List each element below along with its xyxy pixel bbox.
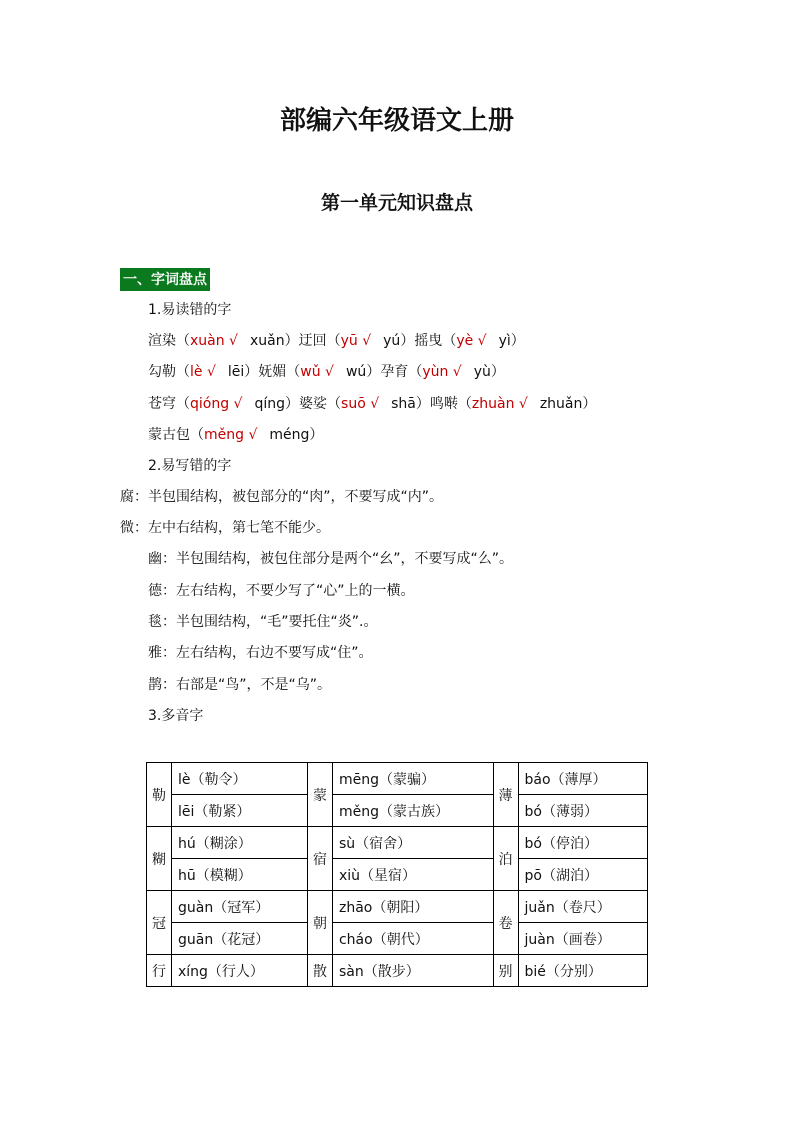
correct-pinyin: suō √ xyxy=(341,396,380,412)
paren-open: （ xyxy=(176,396,190,412)
miswrite-item: 毯：半包围结构，“毛”要托住“炎”.。 xyxy=(148,614,378,630)
misread-word: 迂回 xyxy=(298,333,327,349)
miswrite-item: 微：左中右结构，第七笔不能少。 xyxy=(120,520,330,536)
polyphone-reading: sù（宿舍） xyxy=(332,827,493,859)
table-row xyxy=(147,955,648,987)
polyphone-reading: hú（糊涂） xyxy=(172,827,308,859)
polyphone-char: 薄 xyxy=(493,763,518,827)
misread-row xyxy=(148,362,505,382)
misread-row xyxy=(148,394,596,414)
paren-open: （ xyxy=(327,396,342,412)
misread-word: 勾勒 xyxy=(148,364,176,380)
page-title: 部编六年级语文上册 xyxy=(279,106,514,136)
polyphone-table xyxy=(146,762,648,987)
misread-word: 孕育 xyxy=(380,364,409,380)
polyphone-reading: lè（勒令） xyxy=(172,763,308,795)
paren-open: （ xyxy=(442,333,457,349)
polyphone-char: 冠 xyxy=(147,891,172,955)
polyphone-reading: bó（停泊） xyxy=(518,827,648,859)
paren-open: （ xyxy=(408,364,423,380)
correct-pinyin: yū √ xyxy=(340,333,372,349)
polyphone-reading: guàn（冠军） xyxy=(172,891,308,923)
table-row xyxy=(147,795,648,827)
polyphone-char: 泊 xyxy=(493,827,518,891)
paren-close: ） xyxy=(582,396,597,412)
polyphone-reading: guān（花冠） xyxy=(172,923,308,955)
table-row xyxy=(147,763,648,795)
polyphone-reading: hū（模糊） xyxy=(172,859,308,891)
polyphone-reading: sàn（散步） xyxy=(332,955,493,987)
polyphone-reading: xíng（行人） xyxy=(172,955,308,987)
table-row xyxy=(147,923,648,955)
wrong-pinyin: yú xyxy=(383,333,401,349)
paren-close: ） xyxy=(415,396,430,412)
polyphone-reading: měng（蒙古族） xyxy=(332,795,493,827)
section-heading: 一、字词盘点 xyxy=(120,268,210,291)
polyphone-reading: xiù（星宿） xyxy=(332,859,493,891)
polyphone-char: 蒙 xyxy=(307,763,332,827)
wrong-pinyin: yì xyxy=(498,333,511,349)
paren-open: （ xyxy=(176,364,190,380)
misread-word: 婆娑 xyxy=(299,396,328,412)
paren-open: （ xyxy=(286,364,301,380)
polyphone-reading: juàn（画卷） xyxy=(518,923,648,955)
correct-pinyin: xuàn √ xyxy=(190,333,238,349)
miswrite-item: 德：左右结构，不要少写了“心”上的一横。 xyxy=(148,583,415,599)
polyphone-reading: pō（湖泊） xyxy=(518,859,648,891)
misread-row xyxy=(148,425,323,445)
paren-close: ） xyxy=(284,333,299,349)
table-row xyxy=(147,827,648,859)
polyphone-char: 勒 xyxy=(147,763,172,827)
part3-heading: 3.多音字 xyxy=(148,708,204,724)
polyphone-reading: cháo（朝代） xyxy=(332,923,493,955)
paren-open: （ xyxy=(457,396,472,412)
paren-close: ） xyxy=(490,364,505,380)
correct-pinyin: měng √ xyxy=(204,427,258,443)
polyphone-char: 宿 xyxy=(307,827,332,891)
polyphone-char: 卷 xyxy=(493,891,518,955)
polyphone-char: 朝 xyxy=(307,891,332,955)
wrong-pinyin: lēi xyxy=(227,364,245,380)
misread-word: 苍穹 xyxy=(148,396,176,412)
unit-title: 第一单元知识盘点 xyxy=(320,192,473,214)
polyphone-reading: juǎn（卷尺） xyxy=(518,891,648,923)
correct-pinyin: qióng √ xyxy=(190,396,243,412)
miswrite-item: 腐：半包围结构，被包部分的“肉”，不要写成“内”。 xyxy=(120,489,444,505)
wrong-pinyin: qíng xyxy=(254,396,286,412)
paren-close: ） xyxy=(285,396,300,412)
miswrite-item: 鹊：右部是“鸟”，不是“乌”。 xyxy=(148,677,332,693)
polyphone-char: 糊 xyxy=(147,827,172,891)
correct-pinyin: lè √ xyxy=(190,364,216,380)
correct-pinyin: yùn √ xyxy=(422,364,462,380)
polyphone-char: 别 xyxy=(493,955,518,987)
paren-close: ） xyxy=(309,427,324,443)
miswrite-item: 雅：左右结构，右边不要写成“住”。 xyxy=(148,645,373,661)
table-row xyxy=(147,891,648,923)
misread-word: 摇曳 xyxy=(414,333,443,349)
wrong-pinyin: yù xyxy=(473,364,491,380)
polyphone-char: 行 xyxy=(147,955,172,987)
paren-close: ） xyxy=(244,364,259,380)
paren-close: ） xyxy=(400,333,415,349)
wrong-pinyin: wú xyxy=(345,364,367,380)
paren-open: （ xyxy=(176,333,190,349)
polyphone-reading: lēi（勒紧） xyxy=(172,795,308,827)
wrong-pinyin: shā xyxy=(391,396,416,412)
polyphone-reading: zhāo（朝阳） xyxy=(332,891,493,923)
paren-open: （ xyxy=(190,427,204,443)
polyphone-reading: báo（薄厚） xyxy=(518,763,648,795)
paren-close: ） xyxy=(510,333,525,349)
part2-heading: 2.易写错的字 xyxy=(148,458,232,474)
misread-word: 鸣啭 xyxy=(429,396,458,412)
polyphone-reading: bié（分别） xyxy=(518,955,648,987)
miswrite-item: 幽：半包围结构，被包住部分是两个“幺”，不要写成“么”。 xyxy=(148,551,514,567)
wrong-pinyin: xuǎn xyxy=(249,333,285,349)
correct-pinyin: zhuàn √ xyxy=(471,396,528,412)
misread-word: 蒙古包 xyxy=(148,427,190,443)
misread-word: 渲染 xyxy=(148,333,176,349)
polyphone-char: 散 xyxy=(307,955,332,987)
misread-word: 妩媚 xyxy=(258,364,287,380)
paren-open: （ xyxy=(326,333,341,349)
correct-pinyin: wǔ √ xyxy=(300,364,334,380)
wrong-pinyin: méng xyxy=(269,427,310,443)
polyphone-reading: mēng（蒙骗） xyxy=(332,763,493,795)
correct-pinyin: yè √ xyxy=(456,333,487,349)
misread-row xyxy=(148,331,525,351)
paren-close: ） xyxy=(366,364,381,380)
part1-heading: 1.易读错的字 xyxy=(148,302,232,318)
wrong-pinyin: zhuǎn xyxy=(539,396,583,412)
polyphone-reading: bó（薄弱） xyxy=(518,795,648,827)
table-row xyxy=(147,859,648,891)
